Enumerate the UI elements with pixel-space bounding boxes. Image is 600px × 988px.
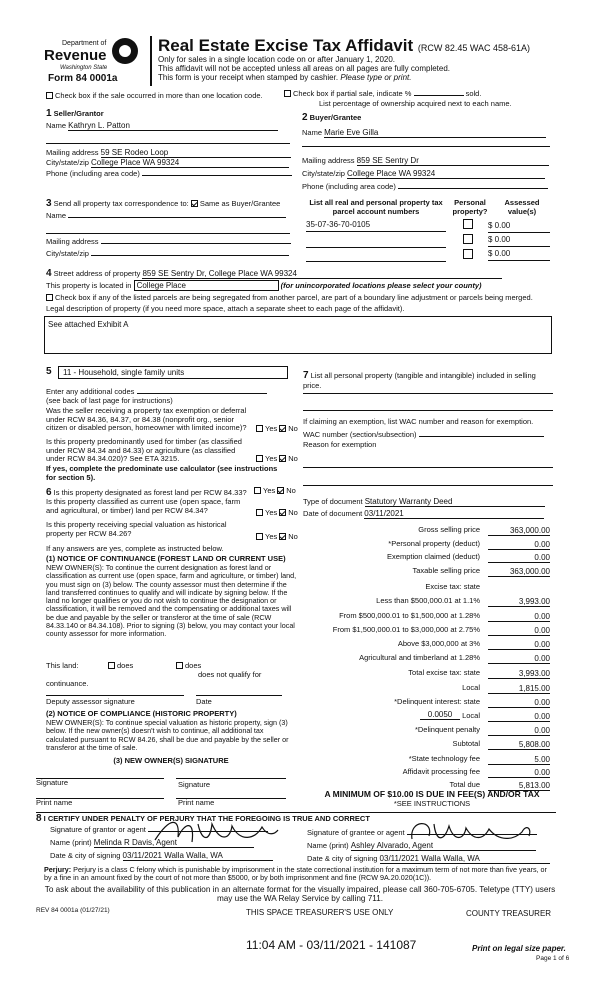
tax-row-value[interactable]: 0.00	[488, 612, 550, 622]
reason-label: Reason for exemption	[303, 440, 377, 449]
grantor-date-row: Date & city of signing 03/11/2021 Walla Walla, WA	[50, 851, 273, 861]
tax-row-label: Total due	[449, 780, 480, 789]
tax-row-value[interactable]: 0.00	[488, 726, 550, 736]
buyer-phone-row: Phone (including area code)	[302, 183, 548, 192]
q-historic-answer[interactable]: Yes No	[256, 533, 298, 542]
q-exemption: Was the seller receiving a property tax exemption or deferral under RCW 84.36, 84.37, or 84.38 (nonprofit org., senior citizen or disabled person, homeowner with limited income)?	[46, 406, 247, 433]
notice-1-body: NEW OWNER(S): To continue the current designation as forest land or classification as current use (open space, farm and agriculture, or timber) land, you must sign on (3) below. The county assessor must then determine if the land transferred continues to qualify and will indicate by signing below. If the land no longer qualifies or you do not wish to continue the designation or classification, it will be removed and the compensating or additional taxes will be due and payable by the seller or transferor at the time of sale (RCW 84.33.140 or 84.34.108). Prior to signing (3) below, you may contact your local county assessor for more information.	[46, 563, 297, 639]
tax-row-value[interactable]: 5,813.00	[488, 781, 550, 791]
add-codes-row: Enter any additional codes	[46, 388, 267, 397]
tax-row-label: Local	[462, 683, 480, 692]
tax-row-value[interactable]: 3,993.00	[488, 669, 550, 679]
tax-row-label: *State technology fee	[408, 754, 480, 763]
assessed-col-header: Assessed value(s)	[504, 198, 540, 216]
page-number: Page 1 of 6	[536, 955, 570, 962]
tax-row-value[interactable]: 0.00	[488, 553, 550, 563]
personal-check-3[interactable]	[463, 249, 473, 259]
buyer-name[interactable]: Marie Eve Gilla	[324, 128, 546, 138]
buyer-name-row: Name Marie Eve Gilla	[302, 128, 546, 138]
doc-type-row: Type of document Statutory Warranty Deed	[303, 497, 545, 507]
q-timber-answer[interactable]: Yes No	[256, 455, 298, 464]
tax-row-label: Excise tax: state	[425, 582, 480, 591]
tax-row-label: *Personal property (deduct)	[388, 539, 480, 548]
tax-row-label: Above $3,000,000 at 3%	[397, 639, 480, 648]
q-forest-answer[interactable]: Yes No	[254, 487, 296, 496]
header-notes: Only for sales in a single location code on or after January 1, 2020. This affidavit will not be accepted unless all areas on all pages are fully completed. This form is your receipt when stamped by cashier. Please type or print.	[158, 55, 451, 82]
tax-name-row: Name	[46, 212, 286, 221]
notice-3-title: (3) NEW OWNER(S) SIGNATURE	[113, 756, 229, 765]
tax-row-value[interactable]: 5.00	[488, 755, 550, 765]
multi-location-check[interactable]: Check box if the sale occurred in more than one location code.	[46, 92, 263, 101]
property-street[interactable]: 859 SE Sentry Dr, College Place WA 99324	[142, 269, 502, 279]
q-timber: Is this property predominantly used for timber (as classified under RCW 84.34 and 84.33) or agriculture (as classified under RCW 84.34.020)? See ETA 3215.	[46, 437, 242, 464]
tax-row	[305, 553, 550, 564]
doc-date-row: Date of document 03/11/2021	[303, 509, 544, 519]
tax-row-label: *Delinquent interest: state	[394, 697, 480, 706]
notice-1-title: (1) NOTICE OF CONTINUANCE (FOREST LAND OR CURRENT USE)	[46, 554, 286, 563]
personal-check-2[interactable]	[463, 234, 473, 244]
personal-prop-line-2[interactable]	[303, 409, 553, 411]
q-current-use-answer[interactable]: Yes No	[256, 509, 298, 518]
tax-row-label: Total excise tax: state	[408, 668, 480, 677]
tax-row	[305, 612, 550, 623]
wac-row: WAC number (section/subsection)	[303, 431, 544, 440]
does-check[interactable]: does	[108, 662, 133, 671]
tax-row-value[interactable]: 0.00	[488, 654, 550, 664]
tax-row	[305, 526, 550, 537]
this-land: This land:	[46, 661, 79, 670]
tax-row	[305, 654, 550, 665]
header-divider	[150, 36, 152, 86]
tax-row-label: Exemption claimed (deduct)	[387, 552, 480, 561]
tax-row	[305, 755, 550, 766]
tax-row-label: Gross selling price	[418, 525, 480, 534]
q-current-use: Is this property classified as current use (open space, farm and agricultural, or timber) land per RCW 84.34?	[46, 497, 241, 515]
tax-row-label: From $500,000.01 to $1,500,000 at 1.28%	[339, 611, 480, 620]
predominate-note: If yes, complete the predominate use calculator (see instructions for section 5).	[46, 464, 278, 482]
same-as-buyer-check[interactable]	[191, 200, 198, 207]
tax-addr-row: Mailing address	[46, 238, 291, 247]
parcel-col-header: List all real and personal property tax parcel account numbers	[309, 198, 443, 216]
tax-row	[305, 640, 550, 651]
seller-address[interactable]: 59 SE Rodeo Loop	[101, 148, 291, 158]
tax-row-value[interactable]: 3,993.00	[488, 597, 550, 607]
grantor-sig-row: Signature of grantor or agent	[50, 826, 268, 835]
seller-csz[interactable]: College Place WA 99324	[91, 158, 289, 168]
tax-row-value[interactable]: 0.00	[488, 640, 550, 650]
tax-csz-row: City/state/zip	[46, 250, 289, 259]
local-rate[interactable]: 0.0050	[420, 710, 460, 720]
parcel-number-3[interactable]	[306, 250, 446, 262]
assessed-value-1[interactable]: $ 0.00	[488, 221, 550, 233]
grantee-name[interactable]: Ashley Alvarado, Agent	[351, 841, 536, 851]
form-number: Form 84 0001a	[48, 73, 118, 84]
revenue-logo-text: Revenue	[44, 47, 107, 64]
see-instructions: *SEE INSTRUCTIONS	[393, 799, 471, 808]
deputy-label: Deputy assessor signature	[46, 697, 135, 706]
buyer-name-line2	[302, 145, 550, 147]
tax-row	[305, 626, 550, 637]
tax-row-label: *Delinquent penalty	[414, 725, 480, 734]
buyer-csz-row: City/state/zip College Place WA 99324	[302, 169, 545, 179]
owner-print-label-2: Print name	[178, 798, 215, 807]
certify-text: 8 I CERTIFY UNDER PENALTY OF PERJURY THAT THE FOREGOING IS TRUE AND CORRECT	[36, 813, 370, 824]
page-title: Real Estate Excise Tax Affidavit (RCW 82.45 WAC 458-61A)	[158, 36, 531, 55]
parcel-number-2[interactable]	[306, 236, 446, 248]
legal-size-note: Print on legal size paper.	[472, 944, 566, 953]
tax-row-value[interactable]: 0.00	[488, 540, 550, 550]
not-qualify-check[interactable]: does	[176, 662, 201, 671]
grantor-date[interactable]: 03/11/2021 Walla Walla, WA	[123, 851, 273, 861]
seller-addr-row: Mailing address 59 SE Rodeo Loop	[46, 148, 291, 158]
seller-name-line2	[46, 142, 290, 144]
reason-line-2[interactable]	[303, 484, 553, 486]
section-1-title: 1 Seller/Grantor	[46, 108, 104, 119]
dor-logo-icon	[112, 38, 138, 64]
treasurer-use: THIS SPACE TREASURER'S USE ONLY	[246, 908, 394, 917]
tax-row	[305, 698, 550, 709]
street-row: 4 Street address of property 859 SE Sentry Dr, College Place WA 99324	[46, 268, 502, 280]
assessed-value-2[interactable]: $ 0.00	[488, 235, 550, 247]
owner-print-label-1: Print name	[36, 798, 73, 807]
tax-row	[305, 726, 550, 737]
partial-sale-check[interactable]: Check box if partial sale, indicate % sold.	[284, 90, 481, 99]
owner-sig-label-2: Signature	[178, 780, 211, 789]
q-exemption-answer[interactable]: Yes No	[256, 425, 298, 434]
personal-prop-line-1[interactable]	[303, 392, 553, 394]
personal-check-1[interactable]	[463, 219, 473, 229]
notice-2-body: NEW OWNER(S): To continue special valuation as historic property, sign (3) below. If the new owner(s) doesn't wish to continue, all additional tax calculated pursuant to RCW 84.26, shall be due and payable by the seller or transferor at the time of sale.	[46, 718, 289, 752]
buyer-address[interactable]: 859 SE Sentry Dr	[357, 156, 549, 166]
deputy-date-line[interactable]	[196, 694, 282, 696]
section-2-title: 2 Buyer/Grantee	[302, 112, 362, 123]
owner-sig-label-1: Signature	[36, 778, 69, 787]
state-label: Washington State	[60, 65, 108, 71]
grantee-date-row: Date & city of signing 03/11/2021 Walla Walla, WA	[307, 854, 550, 864]
tax-row	[305, 669, 550, 680]
buyer-addr-row: Mailing address 859 SE Sentry Dr	[302, 156, 549, 166]
county-treasurer: COUNTY TREASURER	[466, 909, 552, 918]
seller-name[interactable]: Kathryn L. Patton	[68, 121, 278, 131]
tax-row	[305, 597, 550, 608]
tax-row-label: Less than $500,000.01 at 1.1%	[376, 596, 480, 605]
tax-row-value[interactable]: 1,815.00	[488, 684, 550, 694]
tax-row-label: Taxable selling price	[412, 566, 480, 575]
grantee-name-row: Name (print) Ashley Alvarado, Agent	[307, 841, 536, 851]
grantor-name[interactable]: Melinda R Davis, Agent	[94, 838, 254, 848]
tax-row-value[interactable]: 363,000.00	[488, 567, 550, 577]
rev-number: REV 84 0001a (01/27/21)	[36, 907, 110, 914]
tax-row-value[interactable]: 5,808.00	[488, 740, 550, 750]
segregated-check[interactable]: Check box if any of the listed parcels are being segregated from another parcel, are part of a boundary line adjustment or parcels being merged.	[46, 294, 556, 303]
perjury-note: Perjury: Perjury is a class C felony which is punishable by imprisonment in the state correctional institution for a maximum term of not more than five years, or by a fine in an amount fixed by the court of not more than $5000, or by both imprisonment and fine (RCW 9A.20.020(1C)).	[44, 865, 547, 883]
tax-row	[305, 684, 550, 695]
deputy-date-label: Date	[196, 697, 212, 706]
seller-name-row: Name Kathryn L. Patton	[46, 121, 290, 131]
receipt-stamp: 11:04 AM - 03/11/2021 - 141087	[246, 938, 417, 952]
alt-format-note: To ask about the availability of this publication in an alternate format for the visually impaired, please call 360-705-6705. Teletype (TTY) users may use the WA Relay Service by calling 711.	[44, 885, 556, 904]
q-historic: Is this property receiving special valuation as historical property per RCW 84.26?	[46, 520, 227, 538]
grantee-sig-row: Signature of grantee or agent	[307, 829, 537, 838]
parcel-number-1[interactable]: 35-07-36-70-0105	[306, 220, 446, 232]
tax-row	[305, 583, 550, 594]
reason-line-1[interactable]	[303, 466, 553, 468]
continuance-text: does not qualify for continuance.	[46, 670, 262, 688]
q-forest: 6 Is this property designated as forest land per RCW 84.33?	[46, 487, 247, 498]
grantee-date[interactable]: 03/11/2021 Walla Walla, WA	[380, 854, 550, 864]
section-3-title: 3 Send all property tax correspondence to: Same as Buyer/Grantee	[46, 198, 281, 209]
tax-row-label: Affidavit processing fee	[402, 767, 480, 776]
personal-col-header: Personal property?	[452, 198, 488, 216]
buyer-csz[interactable]: College Place WA 99324	[347, 169, 545, 179]
legal-desc-label: Legal description of property (if you need more space, attach a separate sheet to each page of the affidavit).	[46, 304, 405, 313]
minimum-due: A MINIMUM OF $10.00 IS DUE IN FEE(S) AND/OR TAX	[324, 789, 540, 799]
tax-row-label: Subtotal	[452, 739, 480, 748]
legal-description[interactable]: See attached Exhibit A	[44, 316, 552, 354]
seller-csz-row: City/state/zip College Place WA 99324	[46, 158, 289, 168]
tax-row-label: Local	[462, 711, 480, 720]
tax-row	[305, 768, 550, 779]
location-row: This property is located in College Place (for unincorporated locations please select your county)	[46, 281, 482, 290]
doc-type[interactable]: Statutory Warranty Deed	[365, 497, 545, 507]
tax-row-label: From $1,500,000.01 to $3,000,000 at 2.75%	[332, 625, 480, 634]
section-7-text: 7 List all personal property (tangible and intangible) included in selling price.	[303, 370, 536, 390]
exemption-note: If claiming an exemption, list WAC number and reason for exemption.	[303, 417, 534, 426]
tax-name-line2	[46, 232, 290, 234]
tax-row-label: Agricultural and timberland at 1.28%	[359, 653, 480, 662]
tax-row-value[interactable]: 0.00	[488, 712, 550, 722]
grantor-name-row: Name (print) Melinda R Davis, Agent	[50, 838, 254, 848]
see-back: (see back of last page for instructions)	[46, 396, 173, 405]
deputy-sig-line[interactable]	[46, 694, 184, 696]
tax-row-value[interactable]: 363,000.00	[488, 526, 550, 536]
section-5-num: 5	[46, 366, 52, 377]
list-pct-note: List percentage of ownership acquired next to each name.	[319, 99, 512, 108]
tax-row	[305, 540, 550, 551]
tax-row-value[interactable]: 0.00	[488, 698, 550, 708]
tax-row	[305, 740, 550, 751]
dept-label: Department of	[62, 40, 107, 47]
tax-row	[305, 567, 550, 578]
owner-sig-line-2[interactable]	[176, 777, 286, 779]
doc-date[interactable]: 03/11/2021	[364, 509, 544, 519]
location-select[interactable]: College Place	[134, 280, 279, 291]
assessed-value-3[interactable]: $ 0.00	[488, 249, 550, 261]
tax-row-value[interactable]: 0.00	[488, 768, 550, 778]
land-use-code[interactable]: 11 - Household, single family units	[58, 366, 288, 379]
seller-phone-row: Phone (including area code)	[46, 170, 292, 179]
tax-row-value[interactable]: 0.00	[488, 626, 550, 636]
notice-2-title: (2) NOTICE OF COMPLIANCE (HISTORIC PROPERTY)	[46, 709, 237, 718]
answers-note: If any answers are yes, complete as instructed below.	[46, 544, 224, 553]
